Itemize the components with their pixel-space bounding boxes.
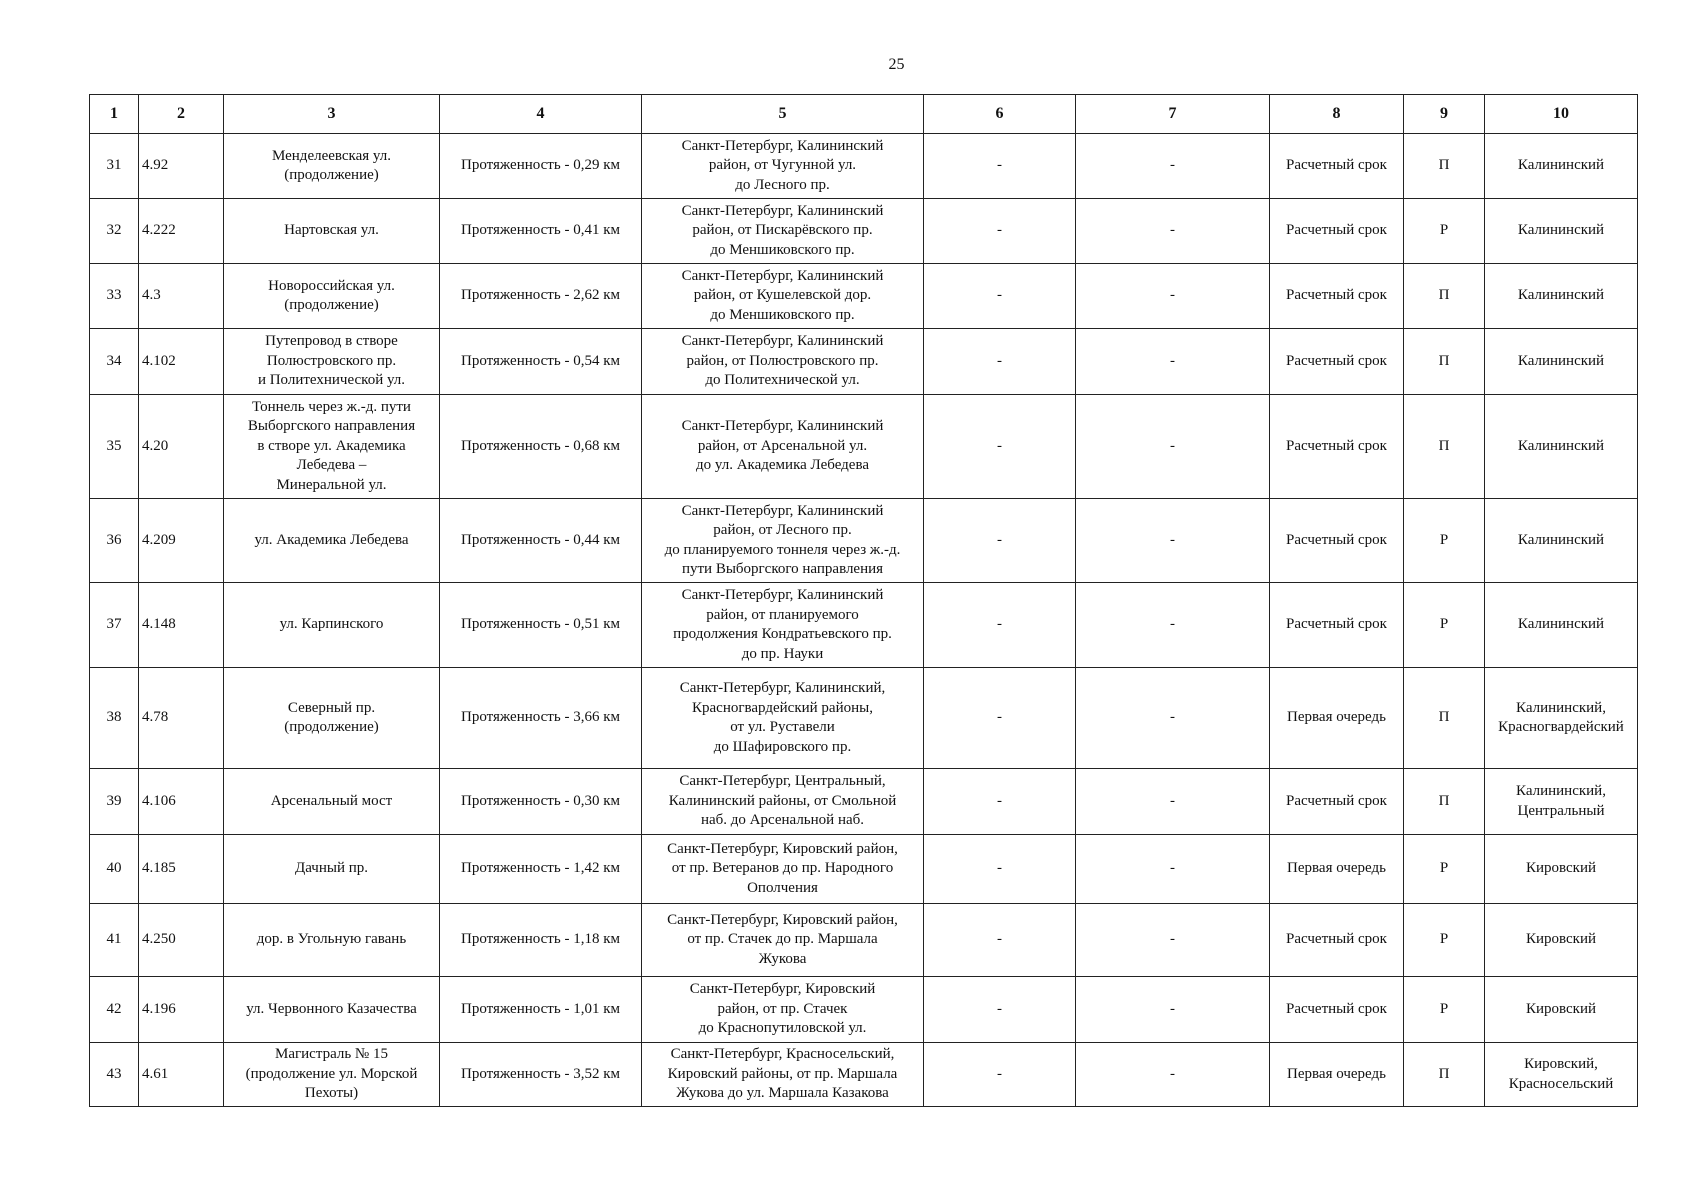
item-code: 4.20	[139, 395, 224, 499]
implementation-term: Первая очередь	[1270, 835, 1404, 904]
item-code: 4.78	[139, 668, 224, 769]
district-name: Калининский	[1485, 329, 1638, 395]
object-length: Протяженность - 0,44 км	[440, 499, 642, 583]
column-6-value: -	[924, 1043, 1076, 1107]
object-location: Санкт-Петербург, Калининский район, от Пискарёвского пр. до Меншиковского пр.	[642, 199, 924, 264]
object-name: Тоннель через ж.-д. пути Выборгского направления в створе ул. Академика Лебедева – Минеральной ул.	[224, 395, 440, 499]
header-cell: 7	[1076, 95, 1270, 134]
object-name: Нартовская ул.	[224, 199, 440, 264]
column-7-value: -	[1076, 769, 1270, 835]
district-name: Кировский, Красносельский	[1485, 1043, 1638, 1107]
column-7-value: -	[1076, 583, 1270, 668]
table-row	[90, 199, 1638, 264]
table-row	[90, 769, 1638, 835]
district-name: Калининский	[1485, 583, 1638, 668]
implementation-term: Расчетный срок	[1270, 583, 1404, 668]
row-number: 38	[90, 668, 139, 769]
object-type: Р	[1404, 583, 1485, 668]
header-cell: 1	[90, 95, 139, 134]
column-7-value: -	[1076, 199, 1270, 264]
object-length: Протяженность - 1,18 км	[440, 904, 642, 977]
object-name: ул. Карпинского	[224, 583, 440, 668]
object-location: Санкт-Петербург, Кировский район, от пр. Стачек до Краснопутиловской ул.	[642, 977, 924, 1043]
object-type: П	[1404, 264, 1485, 329]
row-number: 39	[90, 769, 139, 835]
table-row	[90, 835, 1638, 904]
header-cell: 8	[1270, 95, 1404, 134]
object-length: Протяженность - 3,66 км	[440, 668, 642, 769]
header-cell: 2	[139, 95, 224, 134]
object-type: Р	[1404, 977, 1485, 1043]
object-name: Дачный пр.	[224, 835, 440, 904]
column-6-value: -	[924, 329, 1076, 395]
object-name: Новороссийская ул. (продолжение)	[224, 264, 440, 329]
district-name: Калининский	[1485, 264, 1638, 329]
object-location: Санкт-Петербург, Красносельский, Кировский районы, от пр. Маршала Жукова до ул. Маршала Казакова	[642, 1043, 924, 1107]
row-number: 35	[90, 395, 139, 499]
implementation-term: Расчетный срок	[1270, 134, 1404, 199]
object-length: Протяженность - 0,30 км	[440, 769, 642, 835]
row-number: 40	[90, 835, 139, 904]
item-code: 4.3	[139, 264, 224, 329]
implementation-term: Расчетный срок	[1270, 264, 1404, 329]
column-6-value: -	[924, 395, 1076, 499]
object-name: Северный пр. (продолжение)	[224, 668, 440, 769]
object-length: Протяженность - 0,51 км	[440, 583, 642, 668]
row-number: 36	[90, 499, 139, 583]
district-name: Кировский	[1485, 835, 1638, 904]
district-name: Кировский	[1485, 904, 1638, 977]
object-type: Р	[1404, 835, 1485, 904]
object-location: Санкт-Петербург, Калининский, Красногвардейский районы, от ул. Руставели до Шафировского пр.	[642, 668, 924, 769]
object-location: Санкт-Петербург, Калининский район, от Кушелевской дор. до Меншиковского пр.	[642, 264, 924, 329]
column-7-value: -	[1076, 835, 1270, 904]
row-number: 34	[90, 329, 139, 395]
implementation-term: Расчетный срок	[1270, 199, 1404, 264]
object-name: ул. Академика Лебедева	[224, 499, 440, 583]
object-location: Санкт-Петербург, Калининский район, от Чугунной ул. до Лесного пр.	[642, 134, 924, 199]
row-number: 43	[90, 1043, 139, 1107]
district-name: Калининский	[1485, 199, 1638, 264]
table-row	[90, 134, 1638, 199]
column-6-value: -	[924, 264, 1076, 329]
column-6-value: -	[924, 769, 1076, 835]
row-number: 42	[90, 977, 139, 1043]
district-name: Калининский	[1485, 134, 1638, 199]
object-type: П	[1404, 395, 1485, 499]
column-7-value: -	[1076, 134, 1270, 199]
implementation-term: Расчетный срок	[1270, 395, 1404, 499]
district-name: Кировский	[1485, 977, 1638, 1043]
table-row	[90, 1043, 1638, 1107]
column-6-value: -	[924, 904, 1076, 977]
row-number: 41	[90, 904, 139, 977]
object-name: Путепровод в створе Полюстровского пр. и Политехнической ул.	[224, 329, 440, 395]
object-location: Санкт-Петербург, Кировский район, от пр. Стачек до пр. Маршала Жукова	[642, 904, 924, 977]
column-6-value: -	[924, 977, 1076, 1043]
header-cell: 10	[1485, 95, 1638, 134]
object-length: Протяженность - 0,29 км	[440, 134, 642, 199]
header-cell: 4	[440, 95, 642, 134]
table-row	[90, 904, 1638, 977]
object-type: П	[1404, 769, 1485, 835]
data-table	[89, 94, 1638, 1107]
implementation-term: Расчетный срок	[1270, 769, 1404, 835]
row-number: 33	[90, 264, 139, 329]
item-code: 4.148	[139, 583, 224, 668]
object-length: Протяженность - 1,01 км	[440, 977, 642, 1043]
column-7-value: -	[1076, 264, 1270, 329]
object-name: Менделеевская ул. (продолжение)	[224, 134, 440, 199]
object-length: Протяженность - 2,62 км	[440, 264, 642, 329]
implementation-term: Расчетный срок	[1270, 329, 1404, 395]
object-location: Санкт-Петербург, Кировский район, от пр. Ветеранов до пр. Народного Ополчения	[642, 835, 924, 904]
item-code: 4.61	[139, 1043, 224, 1107]
header-row	[90, 95, 1638, 134]
object-location: Санкт-Петербург, Калининский район, от Полюстровского пр. до Политехнической ул.	[642, 329, 924, 395]
table-row	[90, 668, 1638, 769]
table-row	[90, 977, 1638, 1043]
item-code: 4.209	[139, 499, 224, 583]
object-length: Протяженность - 3,52 км	[440, 1043, 642, 1107]
implementation-term: Расчетный срок	[1270, 499, 1404, 583]
object-location: Санкт-Петербург, Центральный, Калининский районы, от Смольной наб. до Арсенальной наб.	[642, 769, 924, 835]
object-type: П	[1404, 1043, 1485, 1107]
header-cell: 5	[642, 95, 924, 134]
district-name: Калининский, Центральный	[1485, 769, 1638, 835]
object-length: Протяженность - 0,68 км	[440, 395, 642, 499]
column-7-value: -	[1076, 977, 1270, 1043]
object-length: Протяженность - 0,41 км	[440, 199, 642, 264]
table-row	[90, 583, 1638, 668]
object-length: Протяженность - 0,54 км	[440, 329, 642, 395]
table-row	[90, 395, 1638, 499]
implementation-term: Первая очередь	[1270, 1043, 1404, 1107]
column-7-value: -	[1076, 904, 1270, 977]
district-name: Калининский, Красногвардейский	[1485, 668, 1638, 769]
column-7-value: -	[1076, 499, 1270, 583]
object-location: Санкт-Петербург, Калининский район, от планируемого продолжения Кондратьевского пр. до пр. Науки	[642, 583, 924, 668]
object-name: ул. Червонного Казачества	[224, 977, 440, 1043]
item-code: 4.196	[139, 977, 224, 1043]
item-code: 4.185	[139, 835, 224, 904]
page-number: 25	[888, 56, 905, 73]
district-name: Калининский	[1485, 395, 1638, 499]
object-length: Протяженность - 1,42 км	[440, 835, 642, 904]
header-cell: 6	[924, 95, 1076, 134]
item-code: 4.92	[139, 134, 224, 199]
column-6-value: -	[924, 668, 1076, 769]
implementation-term: Первая очередь	[1270, 668, 1404, 769]
object-name: Арсенальный мост	[224, 769, 440, 835]
column-6-value: -	[924, 499, 1076, 583]
column-6-value: -	[924, 835, 1076, 904]
table-row	[90, 499, 1638, 583]
object-name: Магистраль № 15 (продолжение ул. Морской Пехоты)	[224, 1043, 440, 1107]
district-name: Калининский	[1485, 499, 1638, 583]
object-name: дор. в Угольную гавань	[224, 904, 440, 977]
column-6-value: -	[924, 134, 1076, 199]
table-row	[90, 264, 1638, 329]
row-number: 31	[90, 134, 139, 199]
object-location: Санкт-Петербург, Калининский район, от Арсенальной ул. до ул. Академика Лебедева	[642, 395, 924, 499]
item-code: 4.250	[139, 904, 224, 977]
column-7-value: -	[1076, 329, 1270, 395]
column-7-value: -	[1076, 395, 1270, 499]
object-location: Санкт-Петербург, Калининский район, от Лесного пр. до планируемого тоннеля через ж.-д. пути Выборгского направления	[642, 499, 924, 583]
implementation-term: Расчетный срок	[1270, 904, 1404, 977]
object-type: П	[1404, 668, 1485, 769]
row-number: 32	[90, 199, 139, 264]
item-code: 4.106	[139, 769, 224, 835]
implementation-term: Расчетный срок	[1270, 977, 1404, 1043]
column-6-value: -	[924, 583, 1076, 668]
column-6-value: -	[924, 199, 1076, 264]
item-code: 4.222	[139, 199, 224, 264]
object-type: Р	[1404, 904, 1485, 977]
header-cell: 9	[1404, 95, 1485, 134]
object-type: Р	[1404, 199, 1485, 264]
column-7-value: -	[1076, 1043, 1270, 1107]
object-type: П	[1404, 329, 1485, 395]
column-7-value: -	[1076, 668, 1270, 769]
object-type: Р	[1404, 499, 1485, 583]
object-type: П	[1404, 134, 1485, 199]
item-code: 4.102	[139, 329, 224, 395]
header-cell: 3	[224, 95, 440, 134]
table-row	[90, 329, 1638, 395]
row-number: 37	[90, 583, 139, 668]
